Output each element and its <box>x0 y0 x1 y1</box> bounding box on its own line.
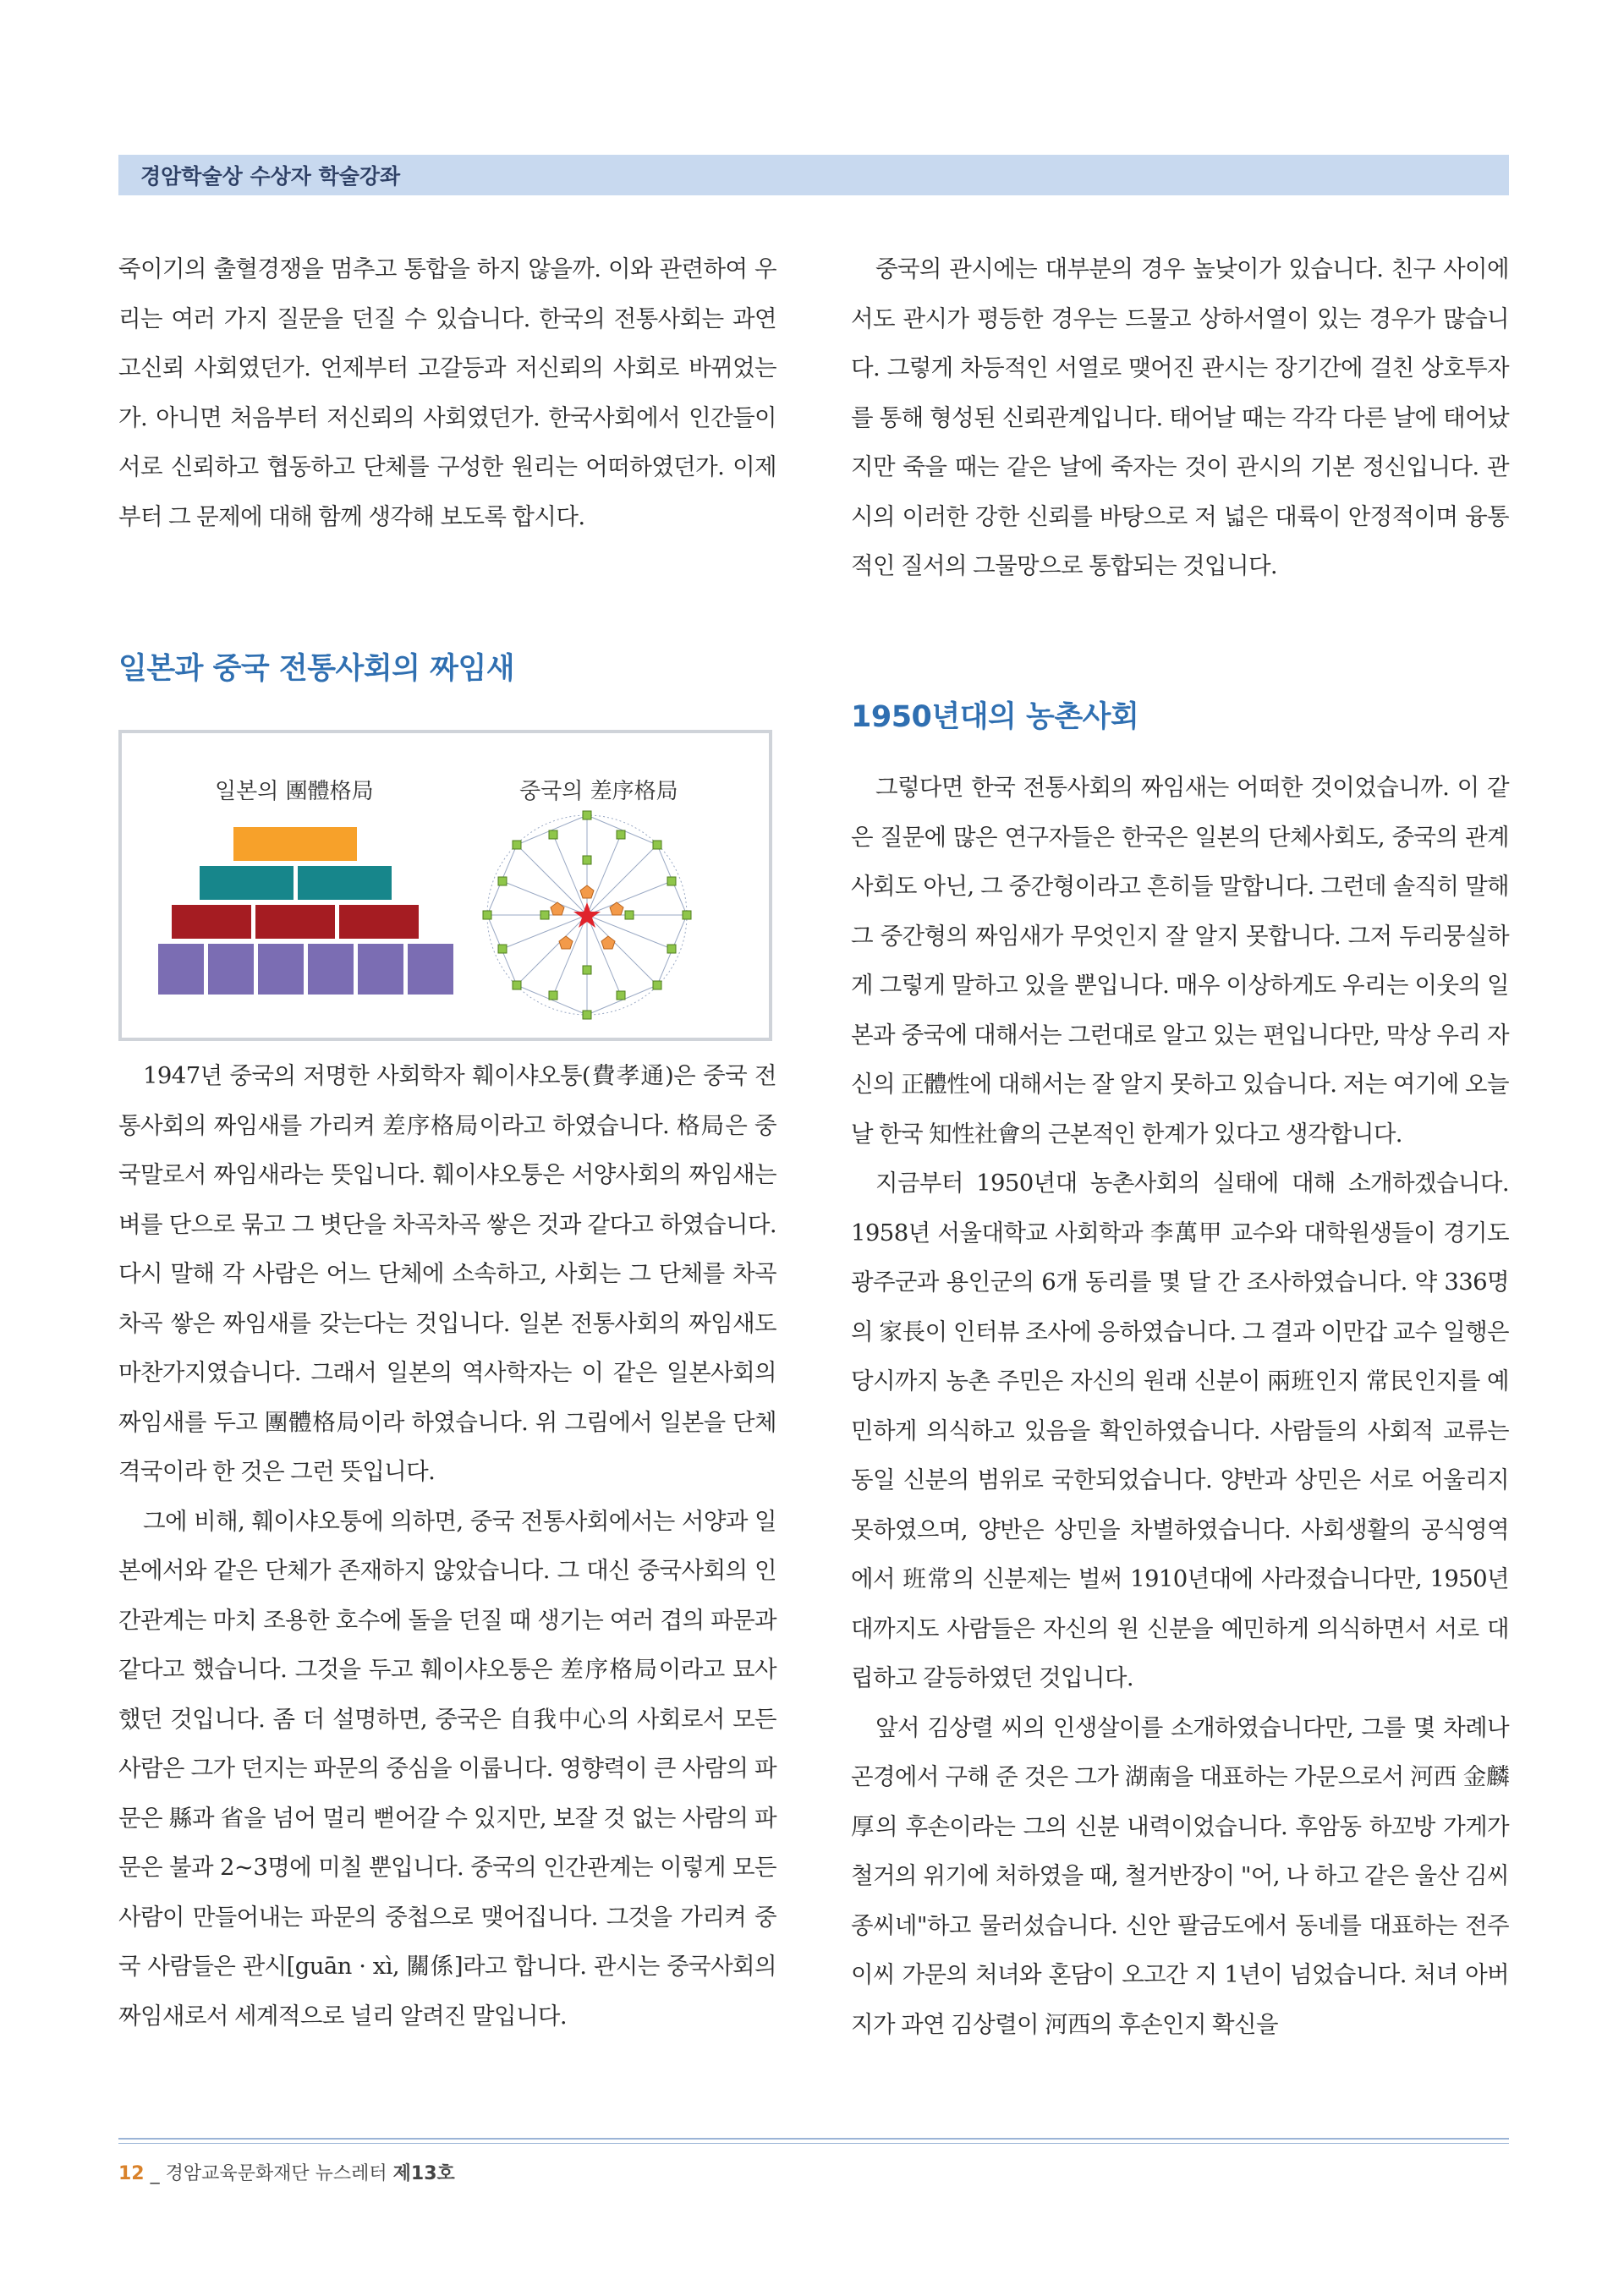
right-paragraph-1: 그렇다면 한국 전통사회의 짜임새는 어떠한 것이었습니까. 이 같은 질문에 많은 연구자들은 한국은 일본의 단체사회도, 중국의 관계사회도 아닌, 그 중간형이라고 흔히들 말합니다. 그런데 솔직히 말해 그 중간형의 짜임새가 무엇인지 잘 알지 못합니다. 그저 두리뭉실하게 그렇게 말하고 있을 뿐입니다. 매우 이상하게도 우리는 이웃의 일본과 중국에 대해서는 그런대로 알고 있는 편입니다만, 막상 우리 자신의 正體性에 대해서는 잘 알지 못하고 있습니다. 저는 여기에 오늘날 한국 知性社會의 근본적인 한계가 있다고 생각합니다. <box>851 774 1509 1148</box>
issue-number: 제13호 <box>392 2163 455 2184</box>
pyramid-block-base <box>258 944 304 995</box>
pyramid-block-base <box>408 944 453 995</box>
section-title-japan-china: 일본과 중국 전통사회의 짜임새 <box>118 652 515 686</box>
right-paragraph-0: 중국의 관시에는 대부분의 경우 높낮이가 있습니다. 친구 사이에서도 관시가 평등한 경우는 드물고 상하서열이 있는 경우가 많습니다. 그렇게 차등적인 서열로 맺어진 관시는 장기간에 걸친 상호투자를 통해 형성된 신뢰관계입니다. 태어날 때는 각각 다른 날에 태어났지만 죽을 때는 같은 날에 죽자는 것이 관시의 기본 정신입니다. 관시의 이러한 강한 신뢰를 바탕으로 저 넓은 대륙이 안정적이며 융통적인 질서의 그물망으로 통합되는 것입니다. <box>851 255 1509 579</box>
right-intro-block <box>851 244 1509 591</box>
page-number: 12 <box>118 2163 145 2184</box>
pyramid-block <box>200 866 294 900</box>
publication-name: 경암교육문화재단 뉴스레터 <box>165 2163 387 2184</box>
header-label: 경암학술상 수상자 학술강좌 <box>140 164 401 189</box>
left-body-block <box>118 1051 776 2041</box>
left-intro-block <box>118 244 776 541</box>
section-title-1950s: 1950년대의 농촌사회 <box>851 700 1139 734</box>
footer-separator: _ <box>150 2163 160 2184</box>
pyramid-block <box>298 866 392 900</box>
left-paragraph-1: 1947년 중국의 저명한 사회학자 훼이샤오퉁(費孝通)은 중국 전통사회의 짜임새를 가리켜 差序格局이라고 하였습니다. 格局은 중국말로서 짜임새라는 뜻입니다. 훼이샤오퉁은 서양사회의 짜임새는 벼를 단으로 묶고 그 볏단을 차곡차곡 쌓은 것과 같다고 하였습니다. 다시 말해 각 사람은 어느 단체에 소속하고, 사회는 그 단체를 차곡차곡 쌓은 짜임새를 갖는다는 것입니다. 일본 전통사회의 짜임새도 마찬가지였습니다. 그래서 일본의 역사학자는 이 같은 일본사회의 짜임새를 두고 團體格局이라 하였습니다. 위 그림에서 일본을 단체격국이라 한 것은 그런 뜻입니다. <box>118 1062 776 1485</box>
pyramid-block <box>172 905 251 939</box>
left-intro-paragraph: 죽이기의 출혈경쟁을 멈추고 통합을 하지 않을까. 이와 관련하여 우리는 여러 가지 질문을 던질 수 있습니다. 한국의 전통사회는 과연 고신뢰 사회였던가. 언제부터 고갈등과 저신뢰의 사회로 바뀌었는가. 아니면 처음부터 저신뢰의 사회였던가. 한국사회에서 인간들이 서로 신뢰하고 협동하고 단체를 구성한 원리는 어떠하였던가. 이제부터 그 문제에 대해 함께 생각해 보도록 합시다. <box>118 255 776 530</box>
right-paragraph-3: 앞서 김상렬 씨의 인생살이를 소개하였습니다만, 그를 몇 차례나 곤경에서 구해 준 것은 그가 湖南을 대표하는 가문으로서 河西 金麟厚의 후손이라는 그의 신분 내력이었습니다. 후암동 하꼬방 가게가 철거의 위기에 처하였을 때, 철거반장이 "어, 나 하고 같은 울산 김씨 종씨네"하고 물러섰습니다. 신안 팔금도에서 동네를 대표하는 전주 이씨 가문의 처녀와 혼담이 오고간 지 1년이 넘었습니다. 처녀 아버지가 과연 김상렬이 河西의 후손인지 확신을 <box>851 1713 1509 2038</box>
pyramid-block-base <box>308 944 354 995</box>
footer-divider <box>118 2138 1509 2144</box>
pyramid-block-base <box>208 944 254 995</box>
pyramid-block-top <box>233 827 357 861</box>
header-banner <box>118 155 1509 195</box>
left-paragraph-2: 그에 비해, 훼이샤오퉁에 의하면, 중국 전통사회에서는 서양과 일본에서와 같은 단체가 존재하지 않았습니다. 그 대신 중국사회의 인간관계는 마치 조용한 호수에 돌을 던질 때 생기는 여러 겹의 파문과 같다고 했습니다. 그것을 두고 훼이샤오퉁은 差序格局이라고 묘사했던 것입니다. 좀 더 설명하면, 중국은 自我中心의 사회로서 모든 사람은 그가 던지는 파문의 중심을 이룹니다. 영향력이 큰 사람의 파문은 縣과 省을 넘어 멀리 뻗어갈 수 있지만, 보잘 것 없는 사람의 파문은 불과 2~3명에 미칠 뿐입니다. 중국의 인간관계는 이렇게 모든 사람이 만들어내는 파문의 중첩으로 맺어집니다. 그것을 가리켜 중국 사람들은 관시[guān · xì, 關係]라고 합니다. 관시는 중국사회의 짜임새로서 세계적으로 널리 알려진 말입니다. <box>118 1507 776 2030</box>
japan-figure-caption: 일본의 團體格局 <box>215 779 374 804</box>
pyramid-block-base <box>158 944 204 995</box>
pyramid-block <box>255 905 335 939</box>
china-network-diagram <box>477 809 697 1021</box>
right-body-block <box>851 763 1509 2049</box>
social-structure-figure <box>118 730 772 1041</box>
china-figure-caption: 중국의 差序格局 <box>519 779 678 804</box>
pyramid-block <box>339 905 419 939</box>
right-paragraph-2: 지금부터 1950년대 농촌사회의 실태에 대해 소개하겠습니다. 1958년 서울대학교 사회학과 李萬甲 교수와 대학원생들이 경기도 광주군과 용인군의 6개 동리를 몇 달 간 조사하였습니다. 약 336명의 家長이 인터뷰 조사에 응하였습니다. 그 결과 이만갑 교수 일행은 당시까지 농촌 주민은 자신의 원래 신분이 兩班인지 常民인지를 예민하게 의식하고 있음을 확인하였습니다. 사람들의 사회적 교류는 동일 신분의 범위로 국한되었습니다. 양반과 상민은 서로 어울리지 못하였으며, 양반은 상민을 차별하였습니다. 사회생활의 공식영역에서 班常의 신분제는 벌써 1910년대에 사라졌습니다만, 1950년대까지도 사람들은 자신의 원 신분을 예민하게 의식하면서 서로 대립하고 갈등하였던 것입니다. <box>851 1170 1509 1691</box>
page-footer <box>118 2159 455 2185</box>
pyramid-block-base <box>358 944 403 995</box>
